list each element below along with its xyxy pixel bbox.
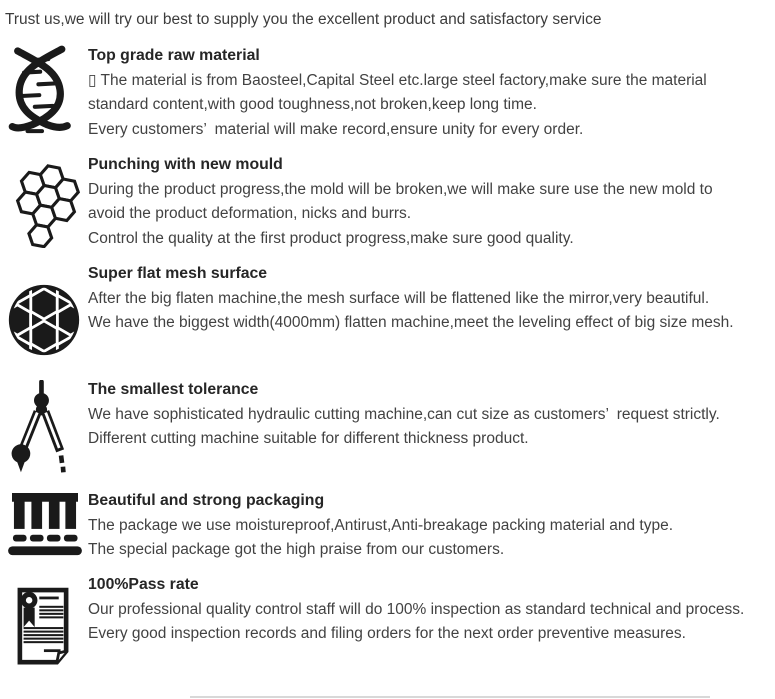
feature-paragraph: Every customers’ material will make record,ensure unity for every order. [88,120,584,138]
feature-text [88,262,745,369]
feature-text [88,44,745,144]
feature-paragraph: We have sophisticated hydraulic cutting machine,can cut size as customers’ request strictly. [88,405,720,423]
mesh-ball-icon [6,276,82,369]
feature-text [88,153,745,253]
feature-text [88,573,745,682]
feature-item-raw-material [0,44,775,144]
feature-icon-cell [0,153,88,253]
feature-title: Super flat mesh surface [88,265,268,282]
feature-paragraph: Our professional quality control staff will do 100% inspection as standard technical and process. [88,600,745,618]
feature-paragraph: The special package got the high praise from our customers. [88,541,505,558]
feature-text [88,378,745,480]
certificate-document-icon [6,579,80,682]
feature-icon-cell [0,378,88,480]
feature-title: 100%Pass rate [88,576,199,593]
feature-icon-cell [0,573,88,682]
feature-icon-cell [0,489,88,564]
feature-paragraph: We have the biggest width(4000mm) flatten machine,meet the leveling effect of big size mesh. [88,314,734,331]
feature-title: Beautiful and strong packaging [88,492,325,509]
feature-title: Punching with new mould [88,156,283,173]
feature-paragraph: Different cutting machine suitable for different thickness product. [88,430,529,447]
feature-item-punching [0,153,775,253]
feature-icon-cell [0,44,88,144]
feature-paragraph: During the product progress,the mold will be broken,we will make sure use the new mold to avoid the product deformation, nicks and burrs. [88,180,713,222]
bottom-divider [190,696,710,698]
feature-title: The smallest tolerance [88,381,259,398]
package-strapping-icon [6,493,84,564]
dna-helix-icon [6,44,78,144]
feature-text [88,489,745,564]
feature-title: Top grade raw material [88,47,260,64]
honeycomb-icon [6,156,86,253]
feature-paragraph: After the big flaten machine,the mesh surface will be flattened like the mirror,very beautiful. [88,289,710,307]
feature-item-tolerance [0,378,775,480]
feature-item-packaging [0,489,775,564]
feature-item-flat-mesh [0,262,775,369]
feature-paragraph: Control the quality at the first product progress,make sure good quality. [88,229,574,247]
feature-paragraph: The package we use moistureproof,Antirust,Anti-breakage packing material and type. [88,516,674,534]
drafting-compass-icon [6,380,76,480]
feature-item-pass-rate [0,573,775,682]
feature-list [0,44,775,682]
feature-icon-cell [0,262,88,369]
feature-paragraph: Every good inspection records and filing orders for the next order preventive measures. [88,625,686,642]
feature-paragraph: ▯ The material is from Baosteel,Capital Steel etc.large steel factory,make sure the material standard content,with good toughness,not broken,keep long time. [88,71,707,113]
page-header-text: Trust us,we will try our best to supply you the excellent product and satisfactory service [5,11,602,28]
